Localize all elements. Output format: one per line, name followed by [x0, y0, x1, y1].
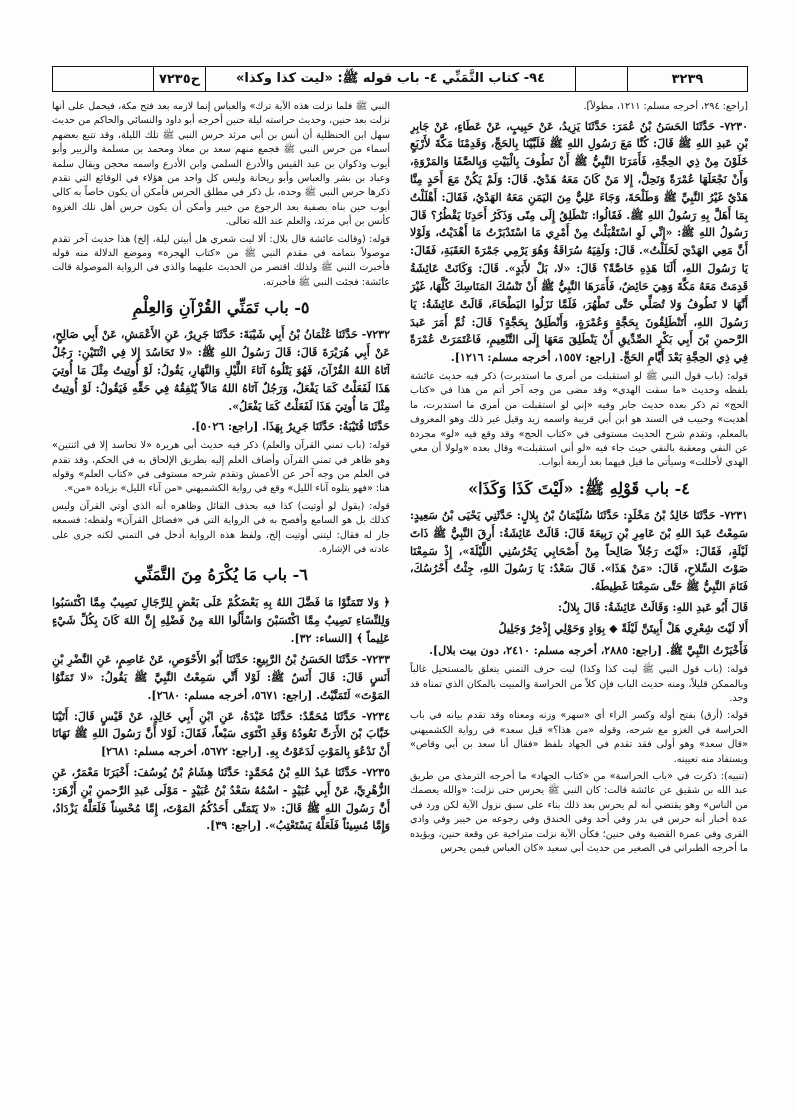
- page-number-right: ٣٢٣٩: [627, 67, 747, 91]
- header-spacer-left: [53, 67, 153, 91]
- header-hadith-range: ح٧٢٣٥: [153, 67, 205, 91]
- chapter-heading-5: ٥- باب تَمَنِّي القُرْآنِ وَالعِلْمِ: [132, 298, 310, 318]
- commentary-paragraph: قوله: (وقالت عائشة قال بلال: ألا ليت شعري هل أبيتن ليلة، إلخ) هذا حديث آخر تقدم موصولاً بتمامه في مقدم النبي ﷺ من «كتاب الهجرة» وموضع الدلالة منه قوله فأخبرت النبي ﷺ ولذلك اقتصر من الحديث عليهما والذي في الرواية الموصولة قالت عائشة: فجئت النبي ﷺ فأخبرته.: [52, 233, 390, 288]
- hadith-7232: ٧٢٣٢- حَدَّثَنَا عُثْمَانُ بْنُ أَبِي شَيْبَةَ: حَدَّثَنَا جَرِيرٌ، عَنِ الأَعْمَشِ، عَنْ أَبِي صَالِحٍ، عَنْ أَبِي هُرَيْرَةَ قَالَ: قَالَ رَسُولُ اللهِ ﷺ: «لا تَحَاسُدَ إِلا فِي اثْنَتَيْنِ: رَجُلٌ آتَاهُ اللهُ القُرْآنَ، فَهُوَ يَتْلُوهُ آنَاءَ اللَّيْلِ وَالنَّهَارِ، يَقُولُ: لَوْ أُوتِيتُ مِثْلَ مَا أُوتِيَ هَذَا لَفَعَلْتُ كَمَا يَفْعَلُ، وَرَجُلٌ آتَاهُ اللهُ مَالاً يُنْفِقُهُ فِي حَقِّهِ فَيَقُولُ: لَوْ أُوتِيتُ مِثْلَ مَا أُوتِيَ هَذَا لَفَعَلْتُ كَمَا يَفْعَلُ».: [52, 328, 390, 413]
- chapter-heading-4: ٤- باب قَوْلِهِ ﷺ: «لَيْتَ كَذَا وَكَذَا»: [468, 478, 690, 498]
- header-spacer-right: [575, 67, 627, 91]
- commentary-paragraph: قوله: (يقول لو أوتيت) كذا فيه بحذف القائل وظاهره أنه الذي أوتي القرآن وليس كذلك بل هو السامع وأفصح به في الرواية التي في «فضائل القرآن» ولفظه: فسمعه جار له فقال: ليتني أوتيت إلخ، ولفظ هذه الرواية أدخل في التمني لكنه جرى على عادته في الإشارة.: [52, 500, 390, 555]
- commentary-paragraph: النبي ﷺ فلما نزلت هذه الآية ترك» والعباس إنما لازمه بعد فتح مكة، فيحمل على أنها نزلت بعد حنين، وحديث حراسته ليلة حنين أخرجه أبو داود والنسائي والحاكم من حديث سهل ابن الحنظلية أن أنس بن أبي مرثد حرس النبي ﷺ تلك الليلة، وقد تتبع بعضهم أسماء من حرس النبي ﷺ فجمع منهم سعد بن معاذ ومحمد بن مسلمة والزبير وأبو أيوب وذكوان بن عبد القيس والأدرع السلمي وابن الأدرع واسمه محجن ويقال سلمة وعباد بن بشر والعباس وأبو ريحانة وليس كل واحد من هؤلاء في الوقائع التي تقدم ذكرها حرس النبي ﷺ وحده، بل ذكر في مطلق الحرس فأمكن أن يكون خاصاً به كالي أيوب حين بناه بصفية بعد الرجوع من خيبر وأمكن أن يكون حرس أهل تلك الغزوة كأنس بن أبي مرثد، والعلم عند الله تعالى.: [52, 101, 390, 228]
- header-title: ٩٤- كتاب التَّمَنِّي ٤- باب قوله ﷺ: «ليت كذا وكذا»: [205, 67, 575, 91]
- commentary-paragraph: قوله: (باب قول النبي ﷺ ليت كذا وكذا) ليت حرف التمني يتعلق بالمستحيل غالباً وبالممكن قليلاً، ومنه حديث الباب فإن كلاً من الحراسة والمبيت بالمكان الذي تمناه قد وجد.: [410, 664, 748, 705]
- hadith-7231-continuation: قَالَ أَبُو عَبدِ اللهِ: وَقَالَتْ عَائِشَةُ: قَالَ بِلالٌ:: [558, 601, 748, 615]
- running-header: [52, 66, 748, 92]
- commentary-paragraph: قوله: (أرق) بفتح أوله وكسر الراء أي «سهر» وزنه ومعناه وقد تقدم بيانه في باب الحراسة في الغزو مع شرحه، وقوله «من هذا؟» قيل سعد» في رواية الكشميهني «قال سعد» وهو أولى فقد تقدم في الجهاد بلفظ «فقال أنا سعد بن أبي وقاص» ويستفاد منه تعيينه.: [410, 710, 748, 765]
- hadith-7233: ٧٢٣٣- حَدَّثَنَا الحَسَنُ بْنُ الرَّبِيعِ: حَدَّثَنَا أَبُو الأَحْوَصِ، عَنْ عَاصِمٍ، عَنِ النَّضْرِ بْنِ أَنَسٍ قَالَ: قَالَ أَنَسٌ ﷺ: لَوْلا أَنِّي سَمِعْتُ النَّبِيَّ ﷺ يَقُولُ: «لا تَمَنَّوُا المَوْتَ» لَتَمَنَّيْتُ. [راجع: ٥٦٧١، أخرجه مسلم: ٢٦٨٠].: [52, 653, 390, 702]
- poem-reference: فَأَخْبَرْتُ النَّبِيَّ ﷺ. [راجع: ٢٨٨٥، أخرجه مسلم: ٢٤١٠، دون بيت بلال].: [429, 643, 748, 657]
- right-column: [410, 100, 748, 1106]
- hadith-7235: ٧٢٣٥- حَدَّثَنَا عَبدُ اللهِ بْنُ مُحَمَّدٍ: حَدَّثَنَا هِشَامُ بْنُ يُوسُفَ: أَخْبَرَنَا مَعْمَرٌ، عَنِ الزُّهْرِيِّ، عَنْ أَبِي عُبَيْدٍ - اسْمُهُ سَعْدُ بْنُ عُبَيْدٍ - مَوْلَى عَبدِ الرَّحمنِ بْنِ أَزْهَرَ: أَنَّ رَسُولَ اللهِ ﷺ قَالَ: «لا يَتَمَنَّى أَحَدُكُمُ المَوْتَ، إِمَّا مُحْسِناً فَلَعَلَّهُ يَزْدَادُ، وَإِمَّا مُسِيئاً فَلَعَلَّهُ يَسْتَعْتِبُ». [راجع: ٣٩].: [52, 766, 390, 833]
- chapter-heading-6: ٦- باب مَا يُكْرَهُ مِنَ التَّمَنِّي: [134, 565, 308, 585]
- commentary-paragraph: (تنبيه): ذكرت في «باب الحراسة» من «كتاب الجهاد» ما أخرجه الترمذي من طريق عبد الله بن شقيق عن عائشة قالت: كان النبي ﷺ يحرس حتى نزلت: «والله يعصمك من الناس» وهو يقتضي أنه لم يحرس بعد ذلك بناء على سبق نزول الآية لكن ورد في عدة أخبار أنه حرس في بدر وفي أحد وفي الخندق وفي رجوعه من خيبر وفي وادي القرى وفي عمرة القضية وفي حنين؛ فكأن الآية نزلت متراخية عن وقعة حنين، ويؤيده ما أخرجه الطبراني في الصغير من حديث أبي سعيد «كان العباس فيمن يحرس: [410, 770, 748, 854]
- hadith-7231: ٧٢٣١- حَدَّثَنَا خَالِدُ بْنُ مَخْلَدٍ: حَدَّثَنَا سُلَيْمَانُ بْنُ بِلالٍ: حَدَّثَنِي يَحْيَى بْنُ سَعِيدٍ: سَمِعْتُ عَبدَ اللهِ بْنَ عَامِرِ بْنِ رَبِيعَةَ قَالَ: قَالَتْ عَائِشَةُ: أَرِقَ النَّبِيُّ ﷺ ذَاتَ لَيْلَةٍ، فَقَالَ: «لَيْتَ رَجُلاً صَالِحاً مِنْ أَصْحَابِي يَحْرُسُنِي اللَّيْلَةَ»، إِذْ سَمِعْنَا صَوْتَ السِّلاحِ، قَالَ: «مَنْ هَذَا». قَالَ سَعْدٌ: يَا رَسُولَ اللهِ، جِئْتُ أَحْرُسُكَ، فَنَامَ النَّبِيُّ ﷺ حَتَّى سَمِعْنَا غَطِيطَهُ.: [410, 509, 748, 594]
- two-column-body: [52, 100, 748, 1106]
- hadith-7230: ٧٢٣٠- حَدَّثَنَا الحَسَنُ بْنُ عُمَرَ: حَدَّثَنَا يَزِيدُ، عَنْ حَبِيبٍ، عَنْ عَطَاءٍ، عَنْ جَابِرِ بْنِ عَبدِ اللهِ ﷺ قَالَ: كُنَّا مَعَ رَسُولِ اللهِ ﷺ فَلَبَّيْنَا بِالحَجِّ، وَقَدِمْنَا مَكَّةَ لأَرْبَعٍ خَلَوْنَ مِنْ ذِي الحِجَّةِ، فَأَمَرَنَا النَّبِيُّ ﷺ أَنْ نَطُوفَ بِالْبَيْتِ وَبِالصَّفَا وَالمَرْوَةِ، وَأَنْ نَجْعَلَهَا عُمْرَةً وَنَحِلَّ، إِلا مَنْ كَانَ مَعَهُ هَدْيٌ. قَالَ: وَلَمْ يَكُنْ مَعَ أَحَدٍ مِنَّا هَدْيٌ غَيْرُ النَّبِيِّ ﷺ وَطَلْحَةَ، وَجَاءَ عَلِيٌّ مِنَ اليَمَنِ مَعَهُ الهَدْيُ، فَقَالَ: أَهْلَلْتُ بِمَا أَهَلَّ بِهِ رَسُولُ اللهِ ﷺ. فَقَالُوا: نَنْطَلِقُ إِلَى مِنًى وَذَكَرُ أَحَدِنَا يَقْطُرُ؟ قَالَ رَسُولُ اللهِ ﷺ: «إِنِّي لَوِ اسْتَقْبَلْتُ مِنْ أَمْرِي مَا اسْتَدْبَرْتُ مَا أَهْدَيْتُ، وَلَوْلا أَنَّ مَعِي الهَدْيَ لَحَلَلْتُ». قَالَ: وَلَقِيَهُ سُرَاقَةُ وَهُوَ يَرْمِي جَمْرَةَ العَقَبَةِ، فَقَالَ: يَا رَسُولَ اللهِ، أَلَنَا هَذِهِ خَاصَّةً؟ قَالَ: «لا، بَلْ لأَبَدٍ». قَالَ: وَكَانَتْ عَائِشَةُ قَدِمَتْ مَعَهُ مَكَّةَ وَهِيَ حَائِضٌ، فَأَمَرَهَا النَّبِيُّ ﷺ أَنْ تَنْسُكَ المَنَاسِكَ كُلَّهَا، غَيْرَ أَنَّهَا لا تَطُوفُ وَلا تُصَلِّي حَتَّى تَطْهُرَ، فَلَمَّا نَزَلُوا البَطْحَاءَ، قَالَتْ عَائِشَةُ: يَا رَسُولَ اللهِ، أَتَنْطَلِقُونَ بِحَجَّةٍ وَعُمْرَةٍ، وَأَنْطَلِقُ بِحَجَّةٍ؟ قَالَ: ثُمَّ أَمَرَ عَبدَ الرَّحمنِ بْنَ أَبِي بَكْرٍ الصِّدِّيقِ أَنْ يَنْطَلِقَ مَعَهَا إِلَى التَّنْعِيمِ، فَاعْتَمَرَتْ عُمْرَةً فِي ذِي الحِجَّةِ بَعْدَ أَيَّامِ الحَجِّ. [راجع: ١٥٥٧، أخرجه مسلم: ١٢١٦].: [410, 119, 748, 365]
- commentary-paragraph: قوله: (باب قول النبي ﷺ لو استقبلت من أمري ما استدبرت) ذكر فيه حديث عائشة بلفظه وحديث «ما سقت الهدي» وقد مضى من وجه آخر أتم من هذا في «كتاب الحج» ثم ذكر بعده حديث جابر وفيه «إني لو استقبلت من أمري ما استدبرت، ما أهديت» وحبيب في السند هو ابن أبي قريبة واسمه زيد وقيل غير ذلك وهو المعروف بالمعلم، وتقدم شرح الحديث مستوفى في «كتاب الحج» وقد وقع فيه «لو» مجردة عن النفي ومعقبة بالنفي حيث جاء فيه «لو أني استقبلت» وقال بعده «ولولا أن معي الهدي لأحللت» وسيأتي ما قيل فيهما بعد أربعة أبواب.: [410, 370, 748, 469]
- poem-line: أَلا لَيْتَ شِعْرِي هَلْ أَبِيتَنَّ لَيْلَةً ◆ بِوَادٍ وَحَوْلِي إِذْخِرٌ وَجَلِيلُ: [498, 621, 748, 635]
- hadith-7234: ٧٢٣٤- حَدَّثَنَا مُحَمَّدٌ: حَدَّثَنَا عَبْدَةُ، عَنِ ابْنِ أَبِي خَالِدٍ، عَنْ قَيْسٍ قَالَ: أَتَيْنَا خَبَّابَ بْنَ الأَرَتِّ نَعُودُهُ وَقَدِ اكْتَوَى سَبْعاً، فَقَالَ: لَوْلا أَنَّ رَسُولَ اللهِ ﷺ نَهَانَا أَنْ نَدْعُوَ بِالمَوْتِ لَدَعَوْتُ بِهِ. [راجع: ٥٦٧٢، أخرجه مسلم: ٢٦٨١]: [52, 709, 390, 759]
- hadith-7232-second-chain: حَدَّثَنَا قُتَيْبَةُ: حَدَّثَنَا جَرِيرٌ بِهَذَا. [راجع: ٥٠٢٦].: [191, 420, 390, 434]
- reference: [راجع: ٢٩٤، أخرجه مسلم: ١٢١١، مطولاً].: [583, 101, 748, 112]
- quran-verse: ﴿ وَلا تَتَمَنَّوْا مَا فَضَّلَ اللهُ بِهِ بَعْضَكُمْ عَلَى بَعْضٍ لِلرِّجَالِ نَصِيبٌ مِمَّا اكْتَسَبُوا وَلِلنِّسَاءِ نَصِيبٌ مِمَّا اكْتَسَبْنَ وَاسْأَلُوا اللهَ مِنْ فَضْلِهِ إِنَّ اللهَ كَانَ بِكُلِّ شَيْءٍ عَلِيماً ﴾ [النساء: ٣٢].: [52, 595, 390, 645]
- left-column: [52, 100, 390, 1106]
- commentary-paragraph: قوله: (باب تمني القرآن والعلم) ذكر فيه حديث أبي هريرة «لا تحاسد إلا في اثنتين» وهو ظاهر في تمني القرآن وأضاف العلم إليه بطريق الإلحاق به في الحكم، وقد تقدم في العلم من وجه آخر عن الأعمش وتقدم شرحه مستوفى في «كتاب العلم» وقوله هنا: «فهو يتلوه آناء الليل» وقع في رواية الكشميهني «من آناء الليل» بزيادة «من».: [52, 440, 390, 495]
